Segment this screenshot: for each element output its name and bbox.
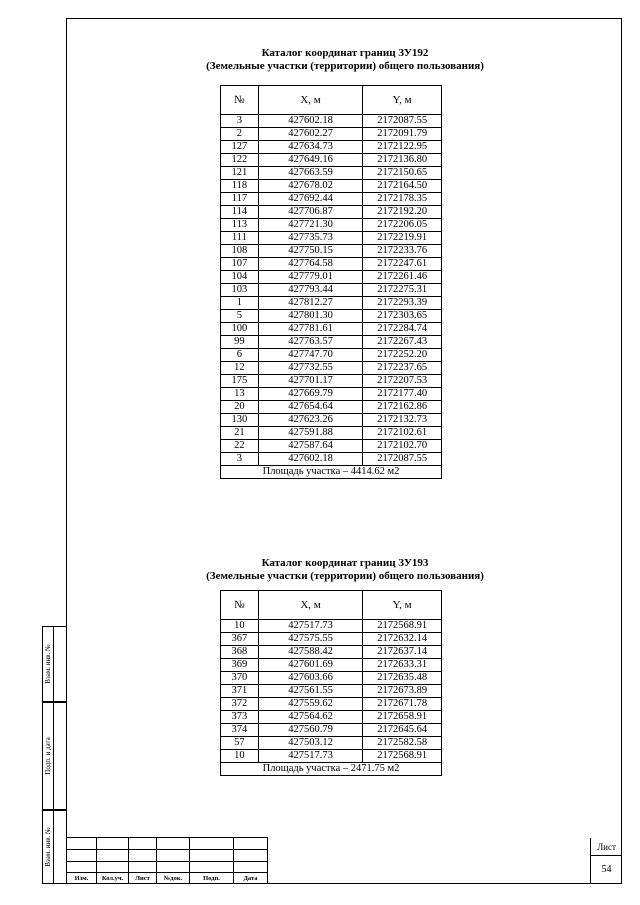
x-coordinate-cell: 427560.79 — [258, 724, 362, 737]
x-coordinate-cell: 427587.64 — [258, 440, 362, 453]
y-coordinate-cell: 2172267.43 — [363, 336, 442, 349]
x-coordinate-cell: 427601.69 — [258, 659, 362, 672]
sheet-label: Лист — [590, 838, 622, 856]
y-coordinate-cell: 2172178.35 — [363, 193, 442, 206]
point-number-cell: 130 — [221, 414, 259, 427]
table-row — [221, 258, 442, 271]
x-coordinate-cell: 427663.59 — [258, 167, 362, 180]
stamp-col-kol-uch: Кол.уч. — [96, 872, 128, 884]
stamp-cell — [128, 837, 156, 849]
x-coordinate-cell: 427517.73 — [258, 750, 362, 763]
y-coordinate-cell: 2172192.20 — [363, 206, 442, 219]
stamp-cell — [96, 849, 128, 861]
y-coordinate-cell: 2172102.61 — [363, 427, 442, 440]
stamp-col-data: Дата — [233, 872, 267, 884]
y-coordinate-cell: 2172673.89 — [363, 685, 442, 698]
point-number-cell: 114 — [221, 206, 259, 219]
y-coordinate-cell: 2172671.78 — [363, 698, 442, 711]
point-number-cell: 107 — [221, 258, 259, 271]
y-coordinate-cell: 2172261.46 — [363, 271, 442, 284]
point-number-cell: 127 — [221, 141, 259, 154]
point-number-cell: 118 — [221, 180, 259, 193]
stamp-cell — [189, 861, 233, 872]
table-row — [221, 388, 442, 401]
point-number-cell: 371 — [221, 685, 259, 698]
column-header-x: X, м — [258, 86, 362, 115]
point-number-cell: 5 — [221, 310, 259, 323]
side-strip-label: Взам. инв. № — [44, 827, 52, 867]
side-strip-inv-1 — [42, 626, 66, 702]
y-coordinate-cell: 2172252.20 — [363, 349, 442, 362]
x-coordinate-cell: 427779.01 — [258, 271, 362, 284]
table-row — [221, 180, 442, 193]
y-coordinate-cell: 2172162.86 — [363, 401, 442, 414]
y-coordinate-cell: 2172658.91 — [363, 711, 442, 724]
x-coordinate-cell: 427781.61 — [258, 323, 362, 336]
stamp-cell — [156, 849, 189, 861]
point-number-cell: 111 — [221, 232, 259, 245]
y-coordinate-cell: 2172237.65 — [363, 362, 442, 375]
x-coordinate-cell: 427503.12 — [258, 737, 362, 750]
table-row — [221, 620, 442, 633]
table-row — [221, 193, 442, 206]
x-coordinate-cell: 427732.55 — [258, 362, 362, 375]
table-row — [221, 245, 442, 258]
table-row — [221, 271, 442, 284]
y-coordinate-cell: 2172637.14 — [363, 646, 442, 659]
stamp-cell — [233, 837, 267, 849]
point-number-cell: 3 — [221, 115, 259, 128]
y-coordinate-cell: 2172635.48 — [363, 672, 442, 685]
x-coordinate-cell: 427750.15 — [258, 245, 362, 258]
point-number-cell: 121 — [221, 167, 259, 180]
point-number-cell: 99 — [221, 336, 259, 349]
stamp-col-izm: Изм. — [66, 872, 96, 884]
point-number-cell: 372 — [221, 698, 259, 711]
point-number-cell: 100 — [221, 323, 259, 336]
point-number-cell: 10 — [221, 750, 259, 763]
point-number-cell: 368 — [221, 646, 259, 659]
point-number-cell: 57 — [221, 737, 259, 750]
x-coordinate-cell: 427721.30 — [258, 219, 362, 232]
page-frame — [66, 18, 622, 884]
x-coordinate-cell: 427654.64 — [258, 401, 362, 414]
table-row — [221, 724, 442, 737]
table-row — [221, 284, 442, 297]
table-row — [221, 206, 442, 219]
y-coordinate-cell: 2172150.65 — [363, 167, 442, 180]
point-number-cell: 12 — [221, 362, 259, 375]
table-row — [221, 414, 442, 427]
table-row — [221, 401, 442, 414]
table-row — [221, 427, 442, 440]
sheet-number: 54 — [590, 856, 622, 884]
x-coordinate-cell: 427763.57 — [258, 336, 362, 349]
stamp-cell — [233, 849, 267, 861]
column-header-number: № — [221, 86, 259, 115]
table-row — [221, 440, 442, 453]
x-coordinate-cell: 427517.73 — [258, 620, 362, 633]
stamp-cell — [189, 837, 233, 849]
catalog-2-heading — [67, 557, 623, 583]
table-row — [221, 141, 442, 154]
column-header-y: Y, м — [363, 591, 442, 620]
table-row — [221, 323, 442, 336]
point-number-cell: 175 — [221, 375, 259, 388]
x-coordinate-cell: 427692.44 — [258, 193, 362, 206]
y-coordinate-cell: 2172136.80 — [363, 154, 442, 167]
catalog-1-heading — [67, 47, 623, 73]
table-row — [221, 711, 442, 724]
y-coordinate-cell: 2172568.91 — [363, 620, 442, 633]
side-strip-inv-2 — [42, 810, 66, 884]
y-coordinate-cell: 2172206.05 — [363, 219, 442, 232]
stamp-divider — [267, 837, 268, 884]
x-coordinate-cell: 427801.30 — [258, 310, 362, 323]
table-row — [221, 349, 442, 362]
table-row — [221, 232, 442, 245]
point-number-cell: 2 — [221, 128, 259, 141]
x-coordinate-cell: 427735.73 — [258, 232, 362, 245]
x-coordinate-cell: 427623.26 — [258, 414, 362, 427]
x-coordinate-cell: 427812.27 — [258, 297, 362, 310]
x-coordinate-cell: 427591.88 — [258, 427, 362, 440]
x-coordinate-cell: 427634.73 — [258, 141, 362, 154]
point-number-cell: 369 — [221, 659, 259, 672]
x-coordinate-cell: 427564.62 — [258, 711, 362, 724]
title-block-stamp — [66, 837, 622, 884]
stamp-col-list: Лист — [128, 872, 156, 884]
x-coordinate-cell: 427602.18 — [258, 453, 362, 466]
point-number-cell: 1 — [221, 297, 259, 310]
catalog-2-table — [220, 590, 442, 776]
y-coordinate-cell: 2172207.53 — [363, 375, 442, 388]
point-number-cell: 22 — [221, 440, 259, 453]
y-coordinate-cell: 2172087.55 — [363, 115, 442, 128]
stamp-cell — [156, 861, 189, 872]
catalog-2-area: Площадь участка – 2471.75 м2 — [221, 763, 442, 776]
y-coordinate-cell: 2172275.31 — [363, 284, 442, 297]
x-coordinate-cell: 427603.66 — [258, 672, 362, 685]
column-header-x: X, м — [258, 591, 362, 620]
y-coordinate-cell: 2172132.73 — [363, 414, 442, 427]
stamp-cell — [128, 861, 156, 872]
table-row — [221, 115, 442, 128]
x-coordinate-cell: 427701.17 — [258, 375, 362, 388]
stamp-cell — [66, 861, 96, 872]
table-row — [221, 336, 442, 349]
catalog-1-area: Площадь участка – 4414.62 м2 — [221, 466, 442, 479]
y-coordinate-cell: 2172219.91 — [363, 232, 442, 245]
y-coordinate-cell: 2172247.61 — [363, 258, 442, 271]
x-coordinate-cell: 427602.18 — [258, 115, 362, 128]
table-row — [221, 128, 442, 141]
x-coordinate-cell: 427602.27 — [258, 128, 362, 141]
y-coordinate-cell: 2172303.65 — [363, 310, 442, 323]
y-coordinate-cell: 2172568.91 — [363, 750, 442, 763]
stamp-cell — [156, 837, 189, 849]
x-coordinate-cell: 427575.55 — [258, 633, 362, 646]
catalog-1-title: Каталог координат границ ЗУ192 — [261, 47, 429, 59]
table-row — [221, 659, 442, 672]
point-number-cell: 122 — [221, 154, 259, 167]
table-row — [221, 362, 442, 375]
point-number-cell: 370 — [221, 672, 259, 685]
y-coordinate-cell: 2172102.70 — [363, 440, 442, 453]
side-strip-label: Взам. инв. № — [44, 644, 52, 684]
table-row — [221, 750, 442, 763]
stamp-cell — [189, 849, 233, 861]
x-coordinate-cell: 427747.70 — [258, 349, 362, 362]
table-row — [221, 297, 442, 310]
x-coordinate-cell: 427561.55 — [258, 685, 362, 698]
y-coordinate-cell: 2172087.55 — [363, 453, 442, 466]
y-coordinate-cell: 2172122.95 — [363, 141, 442, 154]
catalog-1-table — [220, 85, 442, 479]
point-number-cell: 21 — [221, 427, 259, 440]
stamp-cell — [233, 861, 267, 872]
y-coordinate-cell: 2172293.39 — [363, 297, 442, 310]
catalog-2-title: Каталог координат границ ЗУ193 — [261, 557, 429, 569]
x-coordinate-cell: 427669.79 — [258, 388, 362, 401]
table-row — [221, 685, 442, 698]
table-row — [221, 154, 442, 167]
stamp-cell — [66, 837, 96, 849]
point-number-cell: 6 — [221, 349, 259, 362]
point-number-cell: 117 — [221, 193, 259, 206]
point-number-cell: 104 — [221, 271, 259, 284]
y-coordinate-cell: 2172582.58 — [363, 737, 442, 750]
point-number-cell: 374 — [221, 724, 259, 737]
x-coordinate-cell: 427559.62 — [258, 698, 362, 711]
y-coordinate-cell: 2172233.76 — [363, 245, 442, 258]
table-row — [221, 167, 442, 180]
stamp-col-ndok: №док. — [156, 872, 189, 884]
x-coordinate-cell: 427793.44 — [258, 284, 362, 297]
table-row — [221, 633, 442, 646]
table-row — [221, 375, 442, 388]
point-number-cell: 373 — [221, 711, 259, 724]
point-number-cell: 20 — [221, 401, 259, 414]
y-coordinate-cell: 2172164.50 — [363, 180, 442, 193]
y-coordinate-cell: 2172632.14 — [363, 633, 442, 646]
y-coordinate-cell: 2172177.40 — [363, 388, 442, 401]
side-strip-sign-date — [42, 702, 66, 810]
y-coordinate-cell: 2172633.31 — [363, 659, 442, 672]
y-coordinate-cell: 2172284.74 — [363, 323, 442, 336]
y-coordinate-cell: 2172091.79 — [363, 128, 442, 141]
point-number-cell: 13 — [221, 388, 259, 401]
stamp-cell — [66, 849, 96, 861]
table-row — [221, 698, 442, 711]
table-row — [221, 453, 442, 466]
column-header-number: № — [221, 591, 259, 620]
point-number-cell: 113 — [221, 219, 259, 232]
table-row — [221, 737, 442, 750]
table-row — [221, 219, 442, 232]
x-coordinate-cell: 427649.16 — [258, 154, 362, 167]
stamp-cell — [128, 849, 156, 861]
x-coordinate-cell: 427588.42 — [258, 646, 362, 659]
stamp-col-podp: Подп. — [189, 872, 233, 884]
column-header-y: Y, м — [363, 86, 442, 115]
side-strip-label: Подп. и дата — [44, 737, 52, 775]
catalog-2-subtitle: (Земельные участки (территории) общего пользования) — [206, 570, 484, 582]
table-row — [221, 672, 442, 685]
point-number-cell: 108 — [221, 245, 259, 258]
catalog-1-subtitle: (Земельные участки (территории) общего пользования) — [206, 60, 484, 72]
point-number-cell: 3 — [221, 453, 259, 466]
stamp-cell — [96, 837, 128, 849]
x-coordinate-cell: 427706.87 — [258, 206, 362, 219]
point-number-cell: 367 — [221, 633, 259, 646]
point-number-cell: 10 — [221, 620, 259, 633]
y-coordinate-cell: 2172645.64 — [363, 724, 442, 737]
point-number-cell: 103 — [221, 284, 259, 297]
table-row — [221, 646, 442, 659]
x-coordinate-cell: 427678.02 — [258, 180, 362, 193]
table-row — [221, 310, 442, 323]
stamp-cell — [96, 861, 128, 872]
x-coordinate-cell: 427764.58 — [258, 258, 362, 271]
